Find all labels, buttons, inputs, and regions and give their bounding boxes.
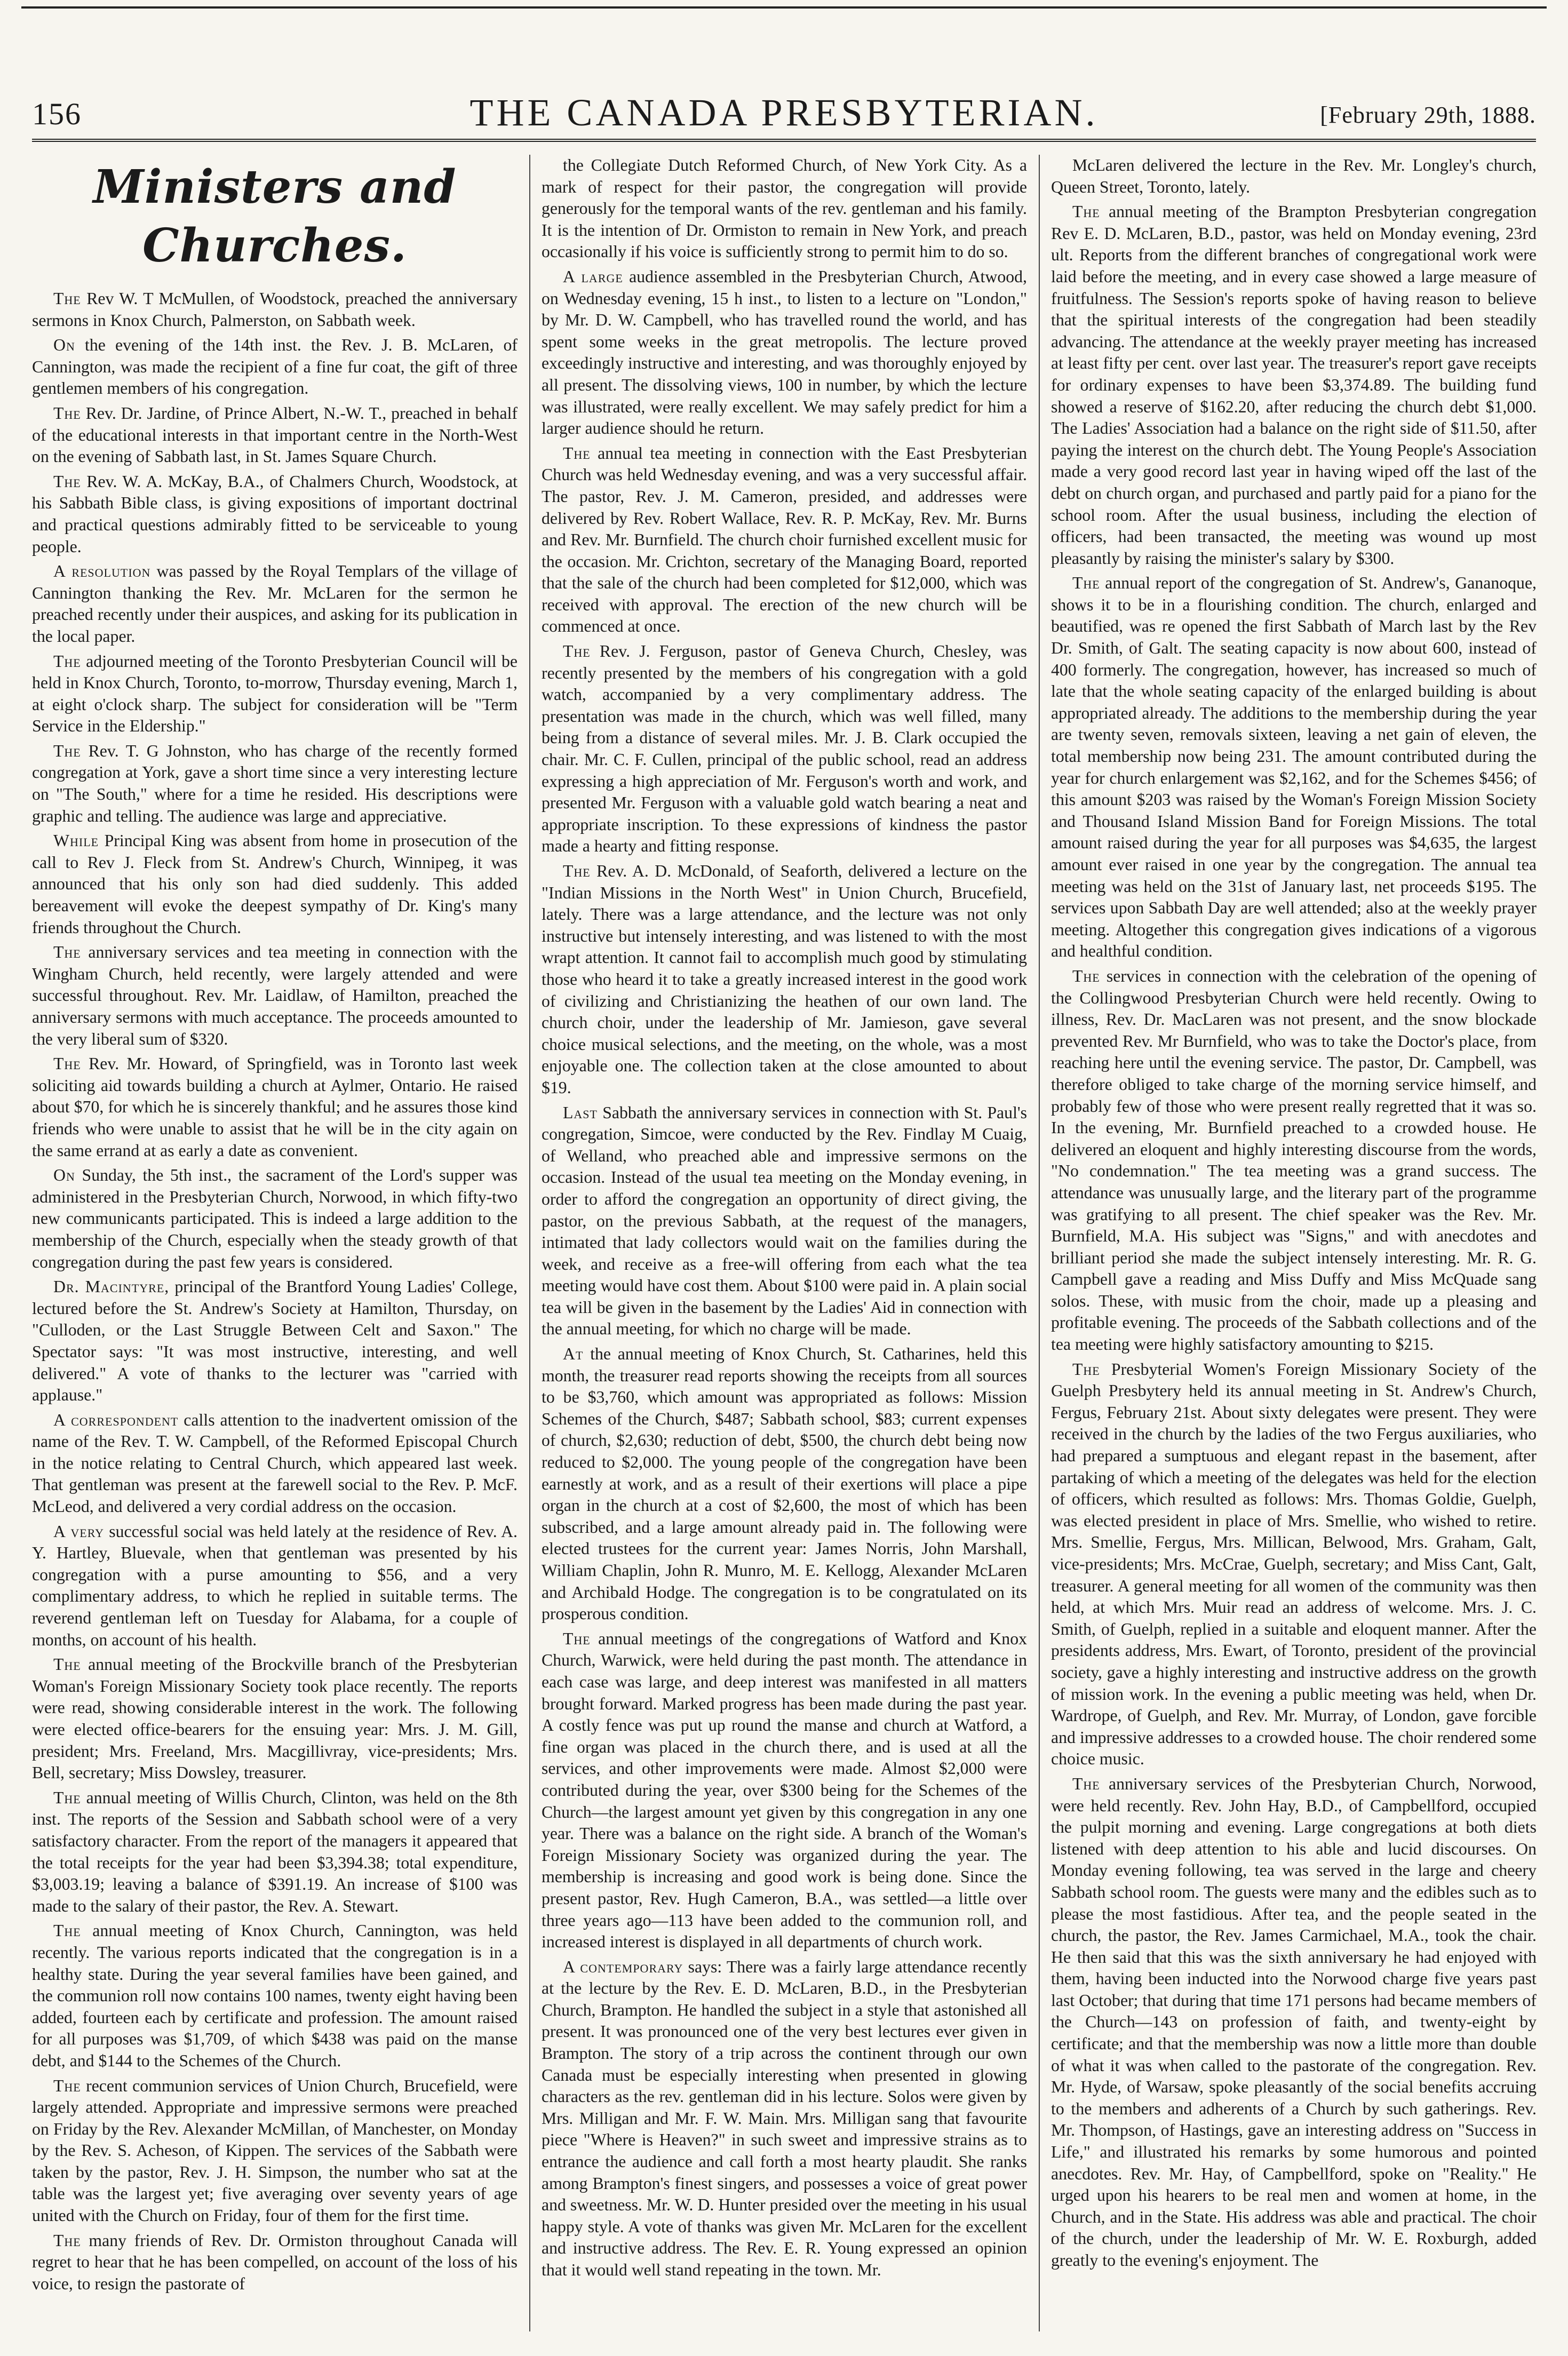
- news-item: [32, 471, 518, 558]
- news-item-lead: The: [563, 862, 591, 880]
- news-item: [542, 641, 1027, 857]
- column-divider: [1039, 155, 1040, 2331]
- page-header: [32, 80, 1536, 155]
- news-item-text: Rev. A. D. McDonald, of Seaforth, delivered a lecture on the "Indian Missions in the North West" in Union Church, Brucefield, lately. There was a large attendance, and the lecture was not only instructive but intensely interesting, and was listened to with the most wrapt attention. It cannot fail to accomplish much good by stimulating those who heard it to take a greatly increased interest in the good work of civilizing and Christianizing the heathen of our own land. The church choir, under the leadership of Mr. Jamieson, gave several choice musical selections, and the meeting, on the whole, was a most enjoyable one. The collection taken at the close amounted to about $19.: [542, 862, 1027, 1097]
- news-item-text: Rev. Dr. Jardine, of Prince Albert, N.-W. T., preached in behalf of the educational interests in that important centre in the North-West on the evening of Sabbath last, in St. James Square Church.: [32, 403, 518, 466]
- news-item-lead: On: [53, 336, 75, 355]
- news-item-lead: On: [53, 1166, 75, 1185]
- news-item-text: calls attention to the inadvertent omission of the name of the Rev. T. W. Campbell, of the Reformed Episcopal Church in the notice relating to Central Church, which appeared last week. That gentleman was present at the farewell social to the Rev. P. McF. McLeod, and delivered a very cordial address on the occasion.: [32, 1410, 518, 1516]
- news-item-text: adjourned meeting of the Toronto Presbyterian Council will be held in Knox Church, Toronto, to-morrow, Thursday evening, March 1, at eight o'clock sharp. The subject for consideration will be "Term Service in the Eldership.": [32, 651, 518, 736]
- news-item-text: Principal King was absent from home in prosecution of the call to Rev J. Fleck from St. Andrew's Church, Winnipeg, it was announced that his only son had died suddenly. This added bereavement will evoke the deepest sympathy of Dr. King's many friends throughout the Church.: [32, 831, 518, 937]
- news-item-lead: The: [53, 2076, 81, 2095]
- news-item: [32, 1920, 518, 2072]
- news-item: [542, 1628, 1027, 1953]
- news-item: [32, 830, 518, 938]
- news-item: [32, 1521, 518, 1651]
- news-item-lead: The: [53, 403, 81, 423]
- issue-date: [February 29th, 1888.: [1320, 102, 1536, 128]
- news-item: [1051, 201, 1537, 569]
- header-rule: [32, 139, 1536, 142]
- news-item-text: audience assembled in the Presbyterian Church, Atwood, on Wednesday evening, 15 h inst., to listen to a lecture on "London," by Mr. D. W. Campbell, who has travelled round the world, and has spent some weeks in the great metropolis. The lecture proved exceedingly instructive and interesting, and was thoroughly enjoyed by all present. The dissolving views, 100 in number, by which the lecture was illustrated, were really excellent. We may safely predict for him a larger audience should he return.: [542, 267, 1027, 438]
- news-item-text: was passed by the Royal Templars of the village of Cannington thanking the Rev. Mr. McLaren for the sermon he preached recently under their auspices, and asking for its publication in the local paper.: [32, 562, 518, 646]
- column-divider: [529, 155, 530, 2331]
- column-2: [542, 155, 1027, 2331]
- news-item-lead: Dr. Macintyre,: [53, 1277, 170, 1296]
- news-item-text: Rev W. T McMullen, of Woodstock, preached the anniversary sermons in Knox Church, Palmerston, on Sabbath week.: [32, 289, 518, 330]
- news-item-lead: The: [1072, 1359, 1100, 1379]
- news-item-lead: The: [53, 651, 81, 671]
- news-item-text: annual meeting of Willis Church, Clinton, was held on the 8th inst. The reports of the Session and Sabbath school were of a very satisfactory character. From the report of the managers it appeared that the total receipts for the year had been $3,394.38; total expenditure, $3,003.19; leaving a balance of $391.19. An increase of $100 was made to the salary of their pastor, the Rev. A. Stewart.: [32, 1788, 518, 1915]
- news-item-text: the Collegiate Dutch Reformed Church, of New York City. As a mark of respect for their pastor, the congregation will provide generously for the temporal wants of the rev. gentleman and his family. It is the intention of Dr. Ormiston to remain in New York, and preach occasionally if his voice is sufficiently strong to permit him to do so.: [542, 156, 1027, 261]
- news-item-text: Rev. J. Ferguson, pastor of Geneva Church, Chesley, was recently presented by the members of his congregation with a gold watch, accompanied by a very complimentary address. The presentation was made in the church, which was well filled, many being from a distance of several miles. Mr. J. B. Clark occupied the chair. Mr. C. F. Cullen, principal of the public school, read an address expressing a high appreciation of Mr. Ferguson's worth and work, and presented Mr. Ferguson with a valuable gold watch bearing a neat and appropriate inscription. To these expressions of kindness the pastor made a hearty and fitting response.: [542, 642, 1027, 856]
- news-item: [32, 1654, 518, 1784]
- news-item-text: anniversary services of the Presbyterian Church, Norwood, were held recently. Rev. John Hay, B.D., of Campbellford, occupied the pulpit morning and evening. Large congregations at both diets listened with deep attention to his able and lucid discourses. On Monday evening following, tea was served in the large and cheery Sabbath school room. The guests were many and the edibles such as to please the most fastidious. After tea, and the people seated in the church, the pastor, the Rev. James Carmichael, M.A., took the chair. He then said that this was the sixth anniversary he had enjoyed with them, having been inducted into the Norwood charge five years past last October; that during that time 171 persons had became members of the Church—143 on profession of faith, and twenty-eight by certificate; and that the membership was now a little more than double of what it was when called to the pastorate of the congregation. Rev. Mr. Hyde, of Warsaw, spoke pleasantly of the social benefits accruing to the members and adherents of a Church by such gatherings. Rev. Mr. Thompson, of Hastings, gave an interesting address on "Success in Life," and illustrated his remarks by some humorous and pointed anecdotes. Rev. Mr. Hay, of Campbellford, spoke on "Reality." He urged upon his hearers to be real men and women at home, in the Church, and in the State. His address was able and practical. The choir of the church, under the leadership of Mr. W. E. Roxburgh, added greatly to the evening's enjoyment. The: [1051, 1774, 1537, 2270]
- news-item-text: Rev. Mr. Howard, of Springfield, was in Toronto last week soliciting aid towards building a church at Aylmer, Ontario. He raised about $70, for which he is sincerely thankful; and he assures those kind friends who were unable to assist that he will be in the city again on the same errand at as early a date as convenient.: [32, 1054, 518, 1160]
- news-item: [32, 1787, 518, 1917]
- news-item: [32, 1053, 518, 1161]
- news-item-lead: The: [53, 472, 81, 491]
- news-item-lead: The: [1072, 574, 1100, 593]
- news-item: [32, 741, 518, 827]
- news-item: [32, 2230, 518, 2295]
- news-item-text: successful social was held lately at the residence of Rev. A. Y. Hartley, Bluevale, when that gentleman was presented by his congregation with a purse amounting to $56, and a very complimentary address, to which he replied in suitable terms. The reverend gentleman left on Tuesday for Alabama, for a couple of months, on account of his health.: [32, 1522, 518, 1649]
- news-item: [542, 861, 1027, 1099]
- news-item: [542, 443, 1027, 638]
- news-item-text: annual tea meeting in connection with the East Presbyterian Church was held Wednesday evening, and was a very successful affair. The pastor, Rev. J. M. Cameron, presided, and addresses were delivered by Rev. Robert Wallace, Rev. R. P. McKay, Rev. Mr. Burns and Rev. Mr. Burnfield. The church choir furnished excellent music for the occasion. Mr. Crichton, secretary of the Managing Board, reported that the sale of the church had been completed for $12,000, which was received with approval. The erection of the new church will be commenced at once.: [542, 443, 1027, 636]
- news-item: [32, 1410, 518, 1518]
- news-item-lead: The: [53, 2231, 81, 2250]
- news-item-text: Rev. W. A. McKay, B.A., of Chalmers Church, Woodstock, at his Sabbath Bible class, is giving expositions of important doctrinal and practical questions admirably fitted to be serviceable to young people.: [32, 472, 518, 556]
- column-3: [1051, 155, 1537, 2331]
- news-item-text: annual meeting of the Brampton Presbyterian congregation Rev E. D. McLaren, B.D., pastor, was held on Monday evening, 23rd ult. Reports from the different branches of congregational work were laid before the meeting, and in every case showed a large measure of fruitfulness. The Session's reports spoke of having reason to believe that the spiritual interests of the congregation had been steadily advancing. The attendance at the weekly prayer meeting has increased at least fifty per cent. over last year. The treasurer's report gave receipts for ordinary expenses to have been $3,374.89. The building fund showed a reserve of $162.20, after reducing the church debt $1,000. The Ladies' Association had a balance on the right side of $11.50, after paying the interest on the church debt. The Young People's Association made a very good record last year in having wiped off the last of the debt on church organ, and purchased and partly paid for a piano for the school room. After the usual business, including the election of officers, had been transacted, the meeting was wound up most pleasantly by raising the minister's salary by $300.: [1051, 202, 1537, 568]
- news-item-lead: The: [1072, 966, 1100, 985]
- news-item: [1051, 1773, 1537, 2272]
- news-item: [32, 1165, 518, 1273]
- news-item: [542, 1343, 1027, 1625]
- news-item: [32, 561, 518, 647]
- news-item: [32, 403, 518, 468]
- news-item-text: annual meeting of the Brockville branch of the Presbyterian Woman's Foreign Missionary Society took place recently. The reports were read, showing considerable interest in the work. The following were elected office-bearers for the ensuing year: Mrs. J. M. Gill, president; Mrs. Freeland, Mrs. Macgillivray, vice-presidents; Mrs. Bell, secretary; Miss Dowsley, treasurer.: [32, 1655, 518, 1782]
- news-item-lead: The: [563, 443, 591, 463]
- news-item-lead: The: [563, 1629, 591, 1648]
- news-item-lead: The: [1072, 202, 1100, 221]
- publication-title: THE CANADA PRESBYTERIAN.: [469, 91, 1099, 134]
- news-item: [542, 1956, 1027, 2281]
- news-item-lead: The: [53, 1921, 81, 1940]
- top-border-rule: [21, 6, 1547, 9]
- news-item: [542, 155, 1027, 263]
- news-item-lead: The: [563, 642, 591, 661]
- news-item-text: Rev. T. G Johnston, who has charge of the recently formed congregation at York, gave a short time since a very interesting lecture on "The South," where for a time he resided. His descriptions were graphic and telling. The audience was large and appreciative.: [32, 741, 518, 825]
- news-item: [32, 651, 518, 737]
- news-item-lead: The: [53, 741, 81, 760]
- news-item: [32, 1276, 518, 1406]
- news-item-text: annual meeting of Knox Church, Cannington, was held recently. The various reports indicated that the congregation is in a healthy state. During the year several families have been gained, and the communion roll now contains 100 names, twenty eight having been added, fourteen each by certificate and profession. The amount raised for all purposes was $1,709, of which $438 was paid on the manse debt, and $144 to the Schemes of the Church.: [32, 1921, 518, 2070]
- news-item: [1051, 1359, 1537, 1770]
- news-item: [32, 2075, 518, 2227]
- news-item-lead: A very: [53, 1522, 105, 1541]
- news-item-text: Presbyterial Women's Foreign Missionary Society of the Guelph Presbytery held its annual meeting in St. Andrew's Church, Fergus, February 21st. About sixty delegates were present. They were received in the church by the ladies of the two Fergus auxiliaries, who had prepared a sumptuous and elegant repast in the basement, after partaking of which a meeting of the delegates was held for the election of officers, which resulted as follows: Mrs. Thomas Goldie, Guelph, was elected president in place of Mrs. Smellie, who wished to retire. Mrs. Smellie, Fergus, Mrs. Millican, Belwood, Mrs. Graham, Galt, vice-presidents; Mrs. McCrae, Guelph, secretary; and Miss Cant, Galt, treasurer. A general meeting for all women of the community was then held, at which Mrs. Muir read an address of welcome. Mrs. J. C. Smith, of Guelph, replied in a suitable and eloquent manner. After the presidents address, Mrs. Ewart, of Toronto, president of the provincial society, gave a highly interesting and instructive address on the growth of mission work. In the evening a public meeting was held, when Dr. Wardrope, of Guelph, and Rev. Mr. Murray, of London, gave forcible and impressive addresses to a crowded house. The choir rendered some choice music.: [1051, 1359, 1537, 1769]
- section-heading: Ministers and Churches.: [93, 160, 457, 273]
- news-item: [542, 1102, 1027, 1341]
- news-item-text: principal of the Brantford Young Ladies' College, lectured before the St. Andrew's Society at Hamilton, Thursday, on "Culloden, or the Last Struggle Between Celt and Saxon." The Spectator says: "It was most instructive, interesting, and well delivered." A vote of thanks to the lecturer was "carried with applause.": [32, 1277, 518, 1405]
- news-item-lead: A correspondent: [53, 1410, 179, 1429]
- news-item-text: services in connection with the celebration of the opening of the Collingwood Presbyterian Church were held recently. Owing to illness, Rev. Dr. MacLaren was not present, and the snow blockade prevented Rev. Mr Burnfield, who was to take the Doctor's place, from reaching here until the evening service. The pastor, Dr. Campbell, was therefore obliged to take charge of the morning service himself, and probably few of those who were present really regretted that it was so. In the evening, Mr. Burnfield preached to a crowded house. He delivered an eloquent and highly interesting discourse from the words, "No condemnation." The tea meeting was a grand success. The attendance was unusually large, and the literary part of the programme was gratifying to all present. The chief speaker was the Rev. Mr. Burnfield, M.A. His subject was "Signs," and with anecdotes and brilliant period she made the subject intensely interesting. Mr. R. G. Campbell gave a reading and Miss Duffy and Miss McQuade sang solos. These, with music from the choir, made up a pleasing and profitable evening. The proceeds of the Sabbath collections and of the tea meeting were highly satisfactory amounting to $215.: [1051, 966, 1537, 1354]
- news-item-lead: The: [53, 289, 81, 308]
- news-item-lead: While: [53, 831, 99, 850]
- news-item-text: annual meetings of the congregations of Watford and Knox Church, Warwick, were held during the past month. The attendance in each case was large, and deep interest was manifested in all matters brought forward. Marked progress has been made during the past year. A costly fence was put up round the manse and church at Watford, a fine organ was placed in the church there, and is used at all the services, and other improvements were made. Almost $2,000 were contributed during the year, over $300 being for the Schemes of the Church—the largest amount yet given by this congregation in any one year. There was a balance on the right side. A branch of the Woman's Foreign Missionary Society was organized during the year. The membership is increasing and good work is being done. Since the present pastor, Rev. Hugh Cameron, B.A., was settled—a little over three years ago—113 have been added to the communion roll, and increased interest is displayed in all departments of church work.: [542, 1629, 1027, 1952]
- news-item-lead: The: [53, 943, 81, 962]
- news-item-text: Sunday, the 5th inst., the sacrament of the Lord's supper was administered in the Presbyterian Church, Norwood, in which fifty-two new communicants participated. This is indeed a large addition to the membership of the Church, especially when the steady growth of that congregation during the past few years is considered.: [32, 1166, 518, 1271]
- news-item-lead: A contemporary: [563, 1957, 683, 1976]
- news-item-text: recent communion services of Union Church, Brucefield, were largely attended. Appropriate and impressive sermons were preached on Friday by the Rev. Alexander McMillan, of Manchester, on Monday by the Rev. S. Acheson, of Kippen. The services of the Sabbath were taken by the pastor, Rev. J. H. Simpson, the number who sat at the table was the largest yet; five averaging over seventy years of age united with the Church on Friday, four of them for the first time.: [32, 2076, 518, 2225]
- news-item-lead: At: [563, 1344, 584, 1364]
- news-item-lead: The: [53, 1054, 81, 1073]
- news-item-text: Sabbath the anniversary services in connection with St. Paul's congregation, Simcoe, were conducted by the Rev. Findlay M Cuaig, of Welland, who preached able and impressive sermons on the occasion. Instead of the usual tea meeting on the Monday evening, in order to afford the congregation an opportunity of direct giving, the pastor, on the previous Sabbath, at the request of the managers, intimated that lady collectors would wait on the families during the week, and receive as a free-will offering from each what the tea meeting would have cost them. About $100 were paid in. A plain social tea will be given in the basement by the Ladies' Aid in connection with the annual meeting, for which no charge will be made.: [542, 1103, 1027, 1339]
- news-item: [542, 266, 1027, 440]
- news-item-lead: A resolution: [53, 562, 151, 581]
- news-item-lead: The: [53, 1655, 81, 1674]
- news-item: [1051, 155, 1537, 198]
- column-1: [32, 155, 518, 2331]
- news-item-text: many friends of Rev. Dr. Ormiston throughout Canada will regret to hear that he has been compelled, on account of the loss of his voice, to resign the pastorate of: [32, 2231, 518, 2293]
- news-item-text: the evening of the 14th inst. the Rev. J. B. McLaren, of Cannington, was made the recipient of a fine fur coat, the gift of three gentlemen members of his congregation.: [32, 336, 518, 398]
- news-item-text: the annual meeting of Knox Church, St. Catharines, held this month, the treasurer read reports showing the receipts from all sources to be $3,760, which amount was appropriated as follows: Mission Schemes of the Church, $487; Sabbath school, $83; current expenses of church, $2,630; reduction of debt, $500, the church debt being now reduced to $2,000. The young people of the congregation have been earnestly at work, and as a result of their exertions will place a pipe organ in the church at a cost of $2,600, the most of which has been subscribed, and a large amount already paid in. The following were elected trustees for the current year: James Norris, John Marshall, William Chaplin, John R. Munro, M. E. Kellogg, Alexander McLaren and Archibald Hodge. The congregation is to be congratulated on its prosperous condition.: [542, 1344, 1027, 1623]
- news-item: [32, 335, 518, 400]
- news-item: [32, 288, 518, 331]
- news-item-lead: The: [53, 1788, 81, 1807]
- article-columns: [32, 155, 1537, 2331]
- page-number: 156: [32, 97, 82, 131]
- news-item: [32, 942, 518, 1050]
- news-item-text: annual report of the congregation of St. Andrew's, Gananoque, shows it to be in a flourishing condition. The church, enlarged and beautified, was re opened the first Sabbath of March last by the Rev Dr. Smith, of Galt. The seating capacity is now about 600, instead of 400 formerly. The congregation, however, has increased so much of late that the whole seating capacity of the enlarged building is about appropriated already. The additions to the membership during the year are twenty seven, removals sixteen, leaving a net gain of eleven, the total membership now being 231. The amount contributed during the year for church enlargement was $2,162, and for the Schemes $456; of this amount $203 was raised by the Woman's Foreign Mission Society and Thousand Island Mission Band for Foreign Missions. The total amount raised during the year for all purposes was $4,635, the largest amount ever raised in one year by the congregation. The annual tea meeting was held on the 31st of January last, net proceeds $195. The services upon Sabbath Day are well attended; also at the weekly prayer meeting. Altogether this congregation gives indications of a vigorous and healthful condition.: [1051, 574, 1537, 961]
- news-item-lead: The: [1072, 1774, 1100, 1793]
- news-item-lead: A large: [563, 267, 623, 286]
- news-item-lead: Last: [563, 1103, 598, 1122]
- news-item-text: anniversary services and tea meeting in connection with the Wingham Church, held recently, were largely attended and were successful throughout. Rev. Mr. Laidlaw, of Hamilton, preached the anniversary sermons with much acceptance. The proceeds amounted to the very liberal sum of $320.: [32, 943, 518, 1048]
- news-item: [1051, 966, 1537, 1356]
- news-item: [1051, 572, 1537, 962]
- news-item-text: McLaren delivered the lecture in the Rev. Mr. Longley's church, Queen Street, Toronto, lately.: [1051, 156, 1537, 196]
- news-item-text: says: There was a fairly large attendance recently at the lecture by the Rev. E. D. McLaren, B.D., in the Presbyterian Church, Brampton. He handled the subject in a style that astonished all present. It was pronounced one of the very best lectures ever given in Brampton. The story of a trip across the continent through our own Canada must be especially interesting when presented in glowing characters as the rev. gentleman did in his lecture. Solos were given by Mrs. Milligan and Mr. F. W. Main. Mrs. Milligan sang that favourite piece "Where is Heaven?" in such sweet and impressive strains as to entrance the audience and call forth a most hearty plaudit. She ranks among Brampton's finest singers, and possesses a voice of great power and sweetness. Mr. W. D. Hunter presided over the meeting in his usual happy style. A vote of thanks was given Mr. McLaren for the excellent and instructive address. The Rev. E. R. Young expressed an opinion that it would well stand repeating in the town. Mr.: [542, 1957, 1027, 2279]
